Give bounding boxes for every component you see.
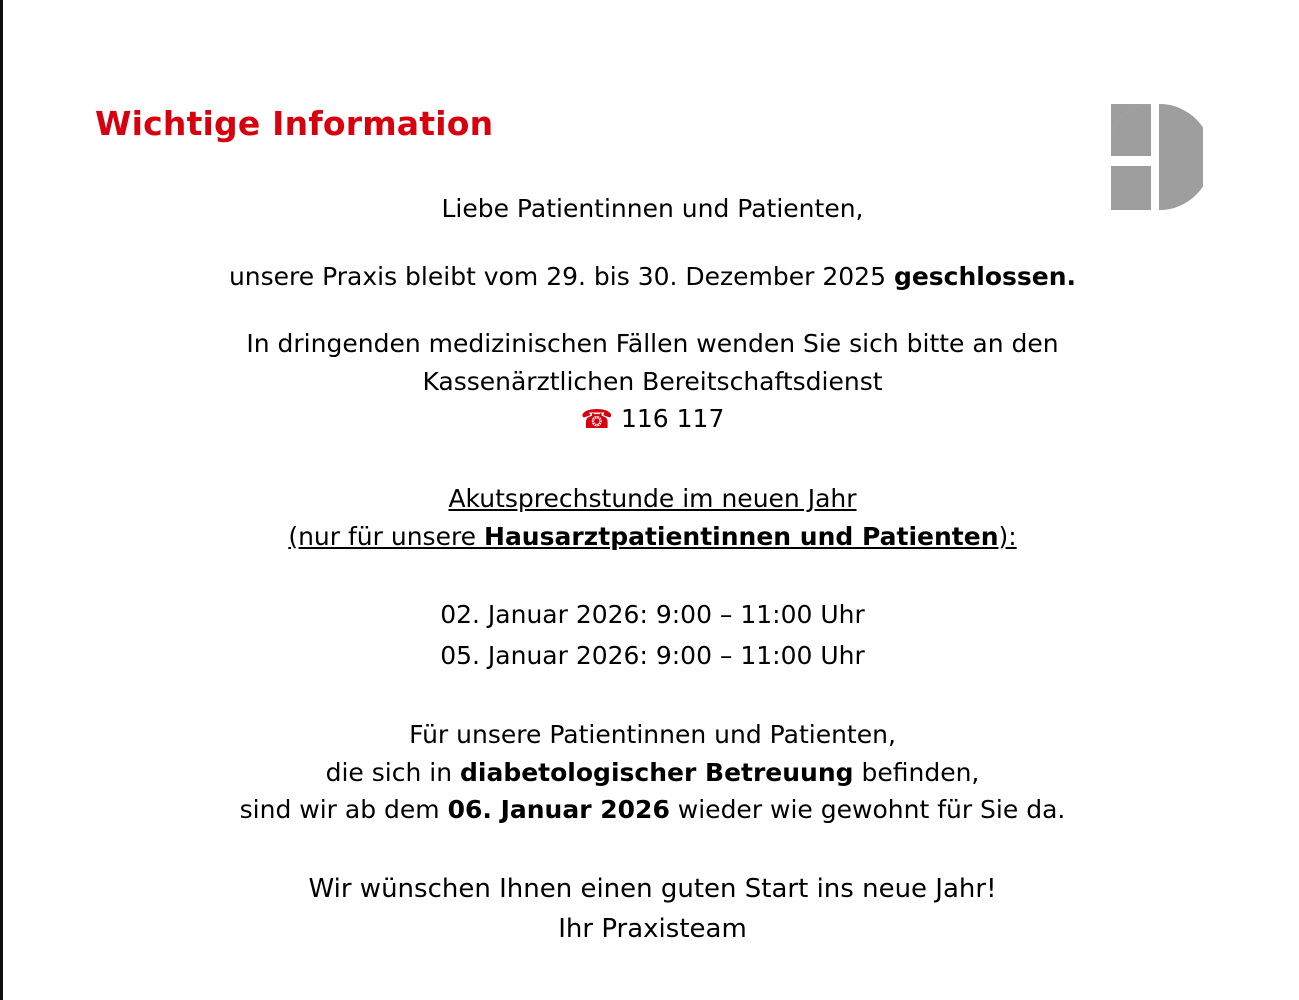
diabetology-line-3-emphasis: 06. Januar 2026 xyxy=(447,795,670,824)
diabetology-line-2-emphasis: diabetologischer Betreuung xyxy=(460,757,854,787)
acute-date-1: 02. Januar 2026: 9:00 – 11:00 Uhr xyxy=(440,600,865,629)
diabetology-line-2-prefix: die sich in xyxy=(325,757,460,787)
closure-notice-text: unsere Praxis bleibt vom 29. bis 30. Dezember 2025 xyxy=(228,261,894,291)
emergency-phone xyxy=(3,400,1299,440)
acute-consultation-title: Akutsprechstunde im neuen Jahr xyxy=(448,484,857,513)
diabetology-line-3-suffix: wieder wie gewohnt für Sie da. xyxy=(669,795,1066,824)
emergency-line-1: In dringenden medizinischen Fällen wenden Sie sich bitte an den xyxy=(246,329,1059,358)
closing-line-2: Ihr Praxisteam xyxy=(558,913,747,944)
closure-notice xyxy=(3,258,1299,296)
acute-date-2: 05. Januar 2026: 9:00 – 11:00 Uhr xyxy=(440,640,865,670)
acute-subtitle-suffix: ): xyxy=(998,521,1017,551)
notice-body xyxy=(3,190,1299,949)
acute-consultation-subtitle xyxy=(3,518,1299,556)
telephone-icon: ☎ xyxy=(580,405,614,435)
salutation: Liebe Patientinnen und Patienten, xyxy=(441,194,864,223)
diabetology-line-2 xyxy=(3,754,1299,792)
acute-subtitle-emphasis: Hausarztpatientinnen und Patienten xyxy=(484,521,999,551)
closing-line-1: Wir wünschen Ihnen einen guten Start ins neue Jahr! xyxy=(308,873,997,904)
diabetology-line-3-prefix: sind wir ab dem xyxy=(239,795,448,824)
diabetology-line-1: Für unsere Patientinnen und Patienten, xyxy=(409,720,896,749)
emergency-line-2: Kassenärztlichen Bereitschaftsdienst xyxy=(422,366,883,396)
diabetology-line-2-suffix: befinden, xyxy=(853,757,980,787)
closure-notice-emphasis: geschlossen. xyxy=(893,261,1077,291)
diabetology-line-3 xyxy=(3,791,1299,829)
page-title: Wichtige Information xyxy=(95,104,494,143)
emergency-phone-number: 116 117 xyxy=(620,404,725,433)
acute-subtitle-prefix: (nur für unsere xyxy=(288,521,485,551)
